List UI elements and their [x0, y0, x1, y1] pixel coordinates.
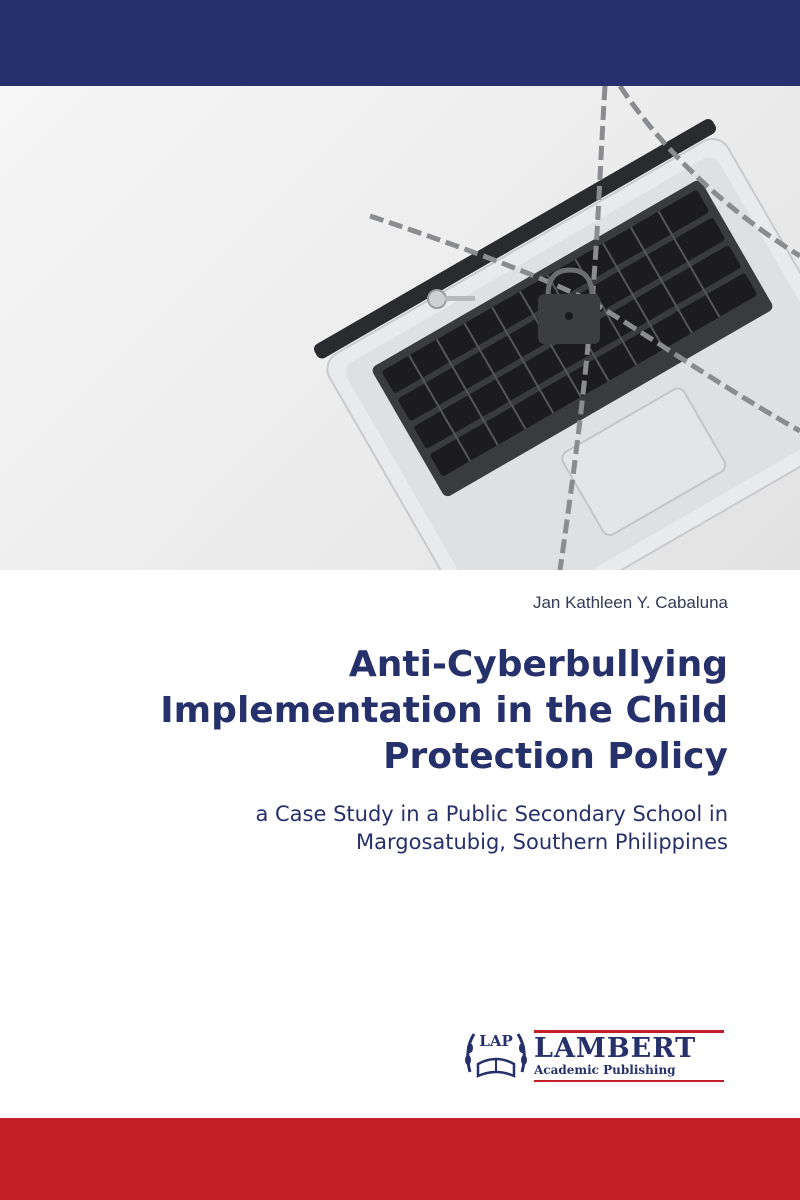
- publisher-name: LAMBERT: [534, 1033, 697, 1064]
- svg-text:LAP: LAP: [479, 1032, 513, 1050]
- title-line: Implementation in the Child: [160, 690, 728, 731]
- lap-emblem-icon: [460, 1020, 532, 1090]
- logo-rule: [534, 1080, 724, 1082]
- lambert-wordmark: [534, 1030, 724, 1082]
- subtitle-line: a Case Study in a Public Secondary School in: [255, 802, 728, 826]
- publisher-tagline: Academic Publishing: [534, 1063, 676, 1077]
- publisher-logo: [460, 1020, 730, 1090]
- book-title: [28, 642, 728, 780]
- title-line: Protection Policy: [383, 736, 728, 777]
- top-color-band: [0, 0, 800, 86]
- cover-photo: [0, 86, 800, 570]
- author-name: Jan Kathleen Y. Cabaluna: [532, 593, 728, 612]
- chained-laptop-icon: [0, 86, 800, 570]
- bottom-color-band: [0, 1118, 800, 1200]
- subtitle-line: Margosatubig, Southern Philippines: [356, 830, 728, 854]
- title-line: Anti-Cyberbullying: [348, 644, 728, 685]
- book-subtitle: [28, 800, 728, 856]
